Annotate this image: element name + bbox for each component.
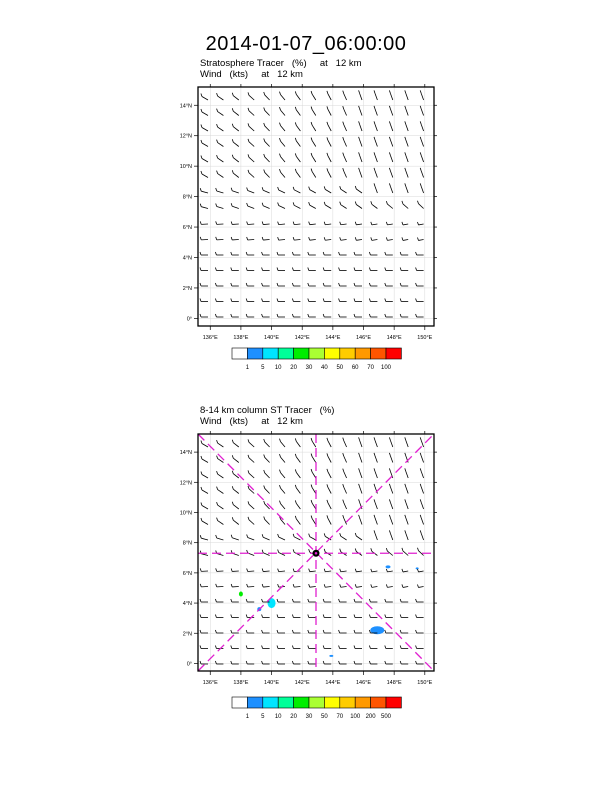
colorbar2-swatch [232, 697, 247, 708]
panel1-y-tick-label: 6°N [182, 225, 192, 232]
panel1-x-tick-label: 146°E [355, 335, 372, 341]
colorbar1-swatch [386, 348, 401, 359]
colorbar1-label: 40 [321, 365, 328, 371]
colorbar2-label: 20 [290, 714, 297, 720]
colorbar1-swatch [355, 348, 370, 359]
colorbar1-label: 30 [305, 365, 313, 371]
panel2-y-tick-label: 14°N [179, 450, 192, 457]
panel1-y-tick-label: 14°N [179, 103, 192, 110]
colorbar1-label: 50 [336, 365, 344, 371]
panel1-x-tick-label: 144°E [325, 335, 341, 341]
panel1-x-tick-label: 136°E [202, 335, 218, 341]
panel2-x-tick-label: 144°E [325, 680, 341, 686]
panel2-map [180, 431, 437, 686]
panel2-x-tick-label: 136°E [202, 680, 218, 686]
panel2-y-tick-label: 12°N [179, 480, 192, 487]
colorbar2-label: 10 [274, 714, 282, 720]
panel2-x-tick-label: 138°E [233, 680, 249, 686]
colorbar1-label: 5 [261, 365, 265, 371]
panel1-x-tick-label: 140°E [264, 335, 280, 341]
colorbar2-swatch [263, 697, 278, 708]
panel1-map [180, 84, 437, 341]
colorbar2-swatch [340, 697, 355, 708]
colorbar1-swatch [371, 348, 386, 359]
panel2-y-tick-label: 4°N [182, 601, 192, 608]
panel1-y-tick-label: 0° [186, 316, 192, 323]
colorbar2-swatch [371, 697, 386, 708]
colorbar2-swatch [386, 697, 401, 708]
colorbar2-swatch [355, 697, 370, 708]
colorbar1-swatch [232, 348, 247, 359]
main-title: 2014-01-07_06:00:00 [205, 33, 407, 55]
panel2-y-tick-label: 0° [186, 661, 192, 668]
colorbar2-label: 100 [350, 714, 361, 720]
colorbar2-label: 1 [245, 714, 250, 720]
colorbar1-swatch [340, 348, 355, 359]
panel2-title-line1: 8-14 km column ST Tracer (%) [200, 405, 335, 416]
colorbar2-label: 200 [365, 714, 376, 720]
colorbar1-label: 70 [367, 365, 374, 371]
panel1-title-line2: Wind (kts) at 12 km [200, 68, 303, 80]
panel2-x-tick-label: 146°E [355, 680, 372, 686]
panel2-y-tick-label: 8°N [182, 540, 192, 547]
colorbar2-swatch [324, 697, 339, 708]
panel1-y-tick-label: 12°N [179, 133, 192, 140]
colorbar1-swatch [324, 348, 339, 359]
colorbar2-swatch [278, 697, 293, 708]
panel1-title-line1: Stratosphere Tracer (%) at 12 km [200, 58, 362, 69]
colorbar2-swatch [247, 697, 262, 708]
colorbar2-swatch [309, 697, 324, 708]
colorbar1-swatch [263, 348, 278, 359]
panel1-colorbar [232, 348, 401, 371]
panel2-colorbar [232, 697, 401, 720]
colorbar2-swatch [294, 697, 309, 708]
colorbar1-label: 100 [380, 365, 392, 371]
colorbar2-label: 70 [336, 714, 344, 720]
colorbar2-label: 30 [305, 714, 313, 720]
panel2-x-tick-label: 150°E [417, 680, 433, 686]
colorbar1-swatch [247, 348, 262, 359]
colorbar2-label: 500 [380, 714, 392, 720]
panel2-x-tick-label: 148°E [386, 680, 402, 686]
colorbar1-swatch [294, 348, 309, 359]
panel2-center-marker-core [315, 552, 318, 555]
panel1-y-tick-label: 4°N [182, 255, 192, 262]
panel1-y-tick-label: 10°N [179, 164, 192, 171]
colorbar1-label: 1 [245, 365, 250, 371]
panel2-x-tick-label: 140°E [264, 680, 280, 686]
colorbar2-label: 5 [261, 714, 265, 720]
colorbar1-label: 60 [351, 365, 359, 371]
panel1-y-tick-label: 2°N [182, 285, 192, 292]
colorbar1-swatch [278, 348, 293, 359]
colorbar1-swatch [309, 348, 324, 359]
panel1-y-tick-label: 8°N [182, 194, 192, 201]
panel2-y-tick-label: 6°N [182, 570, 192, 577]
colorbar1-label: 10 [274, 365, 282, 371]
panel1-x-tick-label: 150°E [417, 335, 433, 341]
colorbar1-label: 20 [290, 365, 297, 371]
panel2-y-tick-label: 10°N [179, 510, 192, 517]
panel1-x-tick-label: 138°E [233, 335, 249, 341]
panel2-x-tick-label: 142°E [294, 680, 310, 686]
panel2-y-tick-label: 2°N [182, 631, 192, 638]
panel2-tracer-blob [239, 592, 243, 597]
colorbar2-label: 50 [321, 714, 328, 720]
panel2-title-line2: Wind (kts) at 12 km [200, 415, 303, 427]
panel2-tracer-blob [416, 567, 419, 569]
panel1-x-tick-label: 142°E [294, 335, 310, 341]
panel2-tracer-blob [329, 655, 333, 657]
panel2-tracer-blob [386, 565, 391, 568]
panel1-x-tick-label: 148°E [386, 335, 402, 341]
